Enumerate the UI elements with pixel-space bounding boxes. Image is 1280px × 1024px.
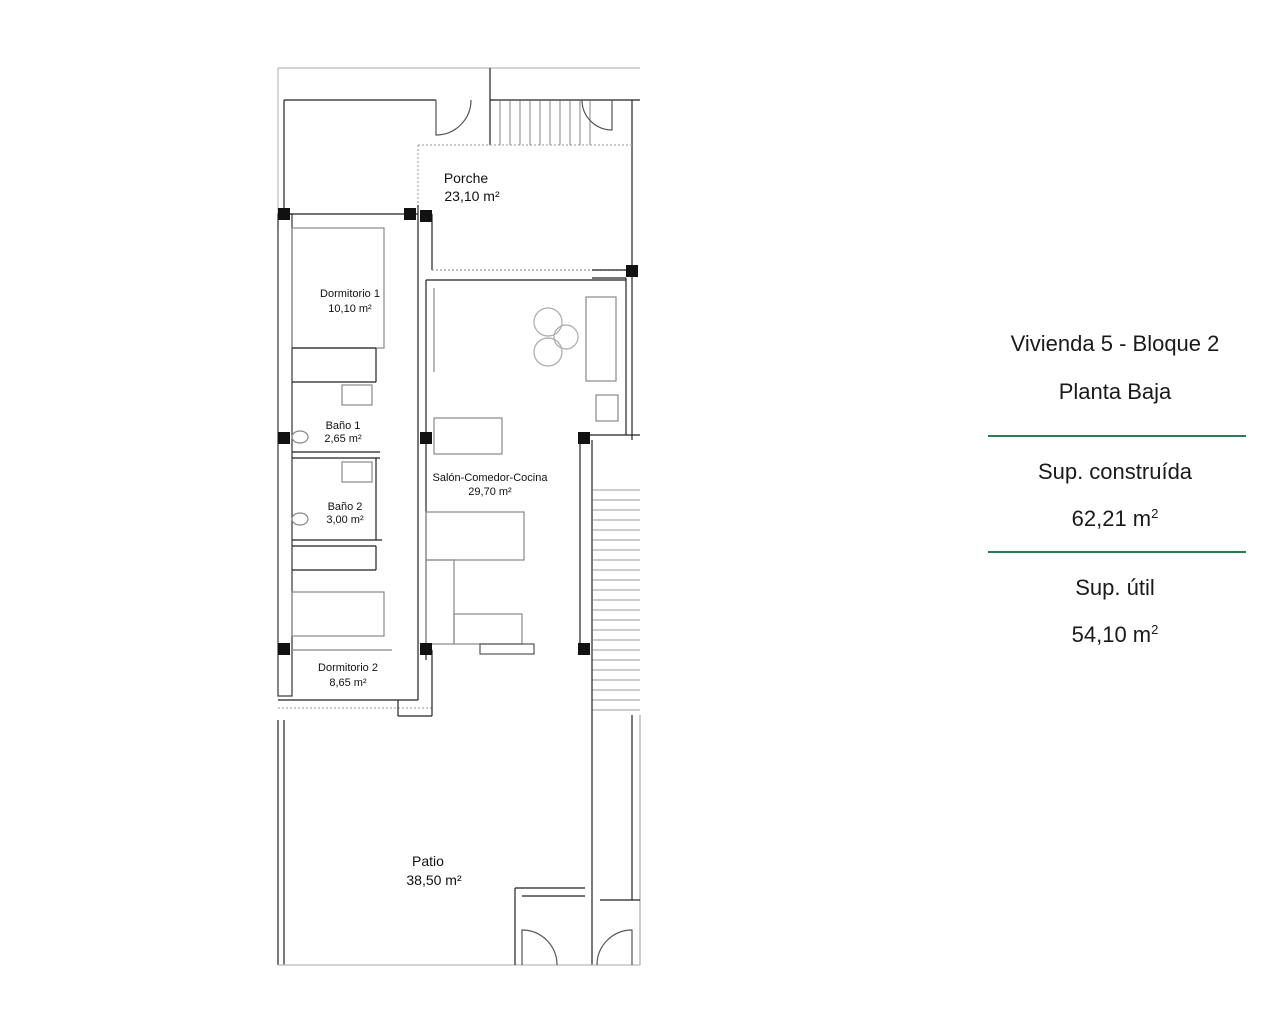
room-bano-2: [326, 501, 364, 526]
room-area: 3,00 m²: [326, 514, 364, 526]
room-name: Patio: [412, 853, 444, 869]
room-area: 23,10 m²: [444, 188, 500, 204]
room-area: 10,10 m²: [328, 303, 372, 315]
room-name: Porche: [443, 170, 489, 186]
unit-title: Vivienda 5 - Bloque 2: [1010, 331, 1220, 356]
room-area: 38,50 m²: [406, 872, 462, 888]
room-dormitorio-2: [318, 662, 378, 689]
room-bano-1: [324, 420, 362, 445]
room-name: Dormitorio 1: [320, 288, 380, 300]
room-area: 2,65 m²: [324, 433, 362, 445]
built-area-label: Sup. construída: [1037, 459, 1193, 484]
useful-area-label: Sup. útil: [1075, 575, 1155, 600]
unit-info-panel: [960, 325, 1270, 649]
room-area: 8,65 m²: [329, 677, 367, 689]
room-dormitorio-1: [320, 288, 380, 315]
room-name: Dormitorio 2: [318, 662, 378, 674]
divider: [988, 551, 1246, 553]
room-porche: [444, 170, 500, 204]
divider: [988, 435, 1246, 437]
room-name: Baño 1: [325, 420, 361, 432]
built-area-value: 62,21 $m^2$: [1071, 506, 1159, 531]
room-name: Baño 2: [327, 501, 363, 513]
useful-area-value: 54,10 $m^2$: [1071, 622, 1159, 647]
room-name: Salón-Comedor-Cocina: [432, 472, 548, 484]
room-area: 29,70 m²: [468, 486, 512, 498]
floor-name: Planta Baja: [1058, 379, 1172, 404]
room-patio: [406, 853, 462, 888]
room-salon-comedor-cocina: [433, 472, 549, 498]
